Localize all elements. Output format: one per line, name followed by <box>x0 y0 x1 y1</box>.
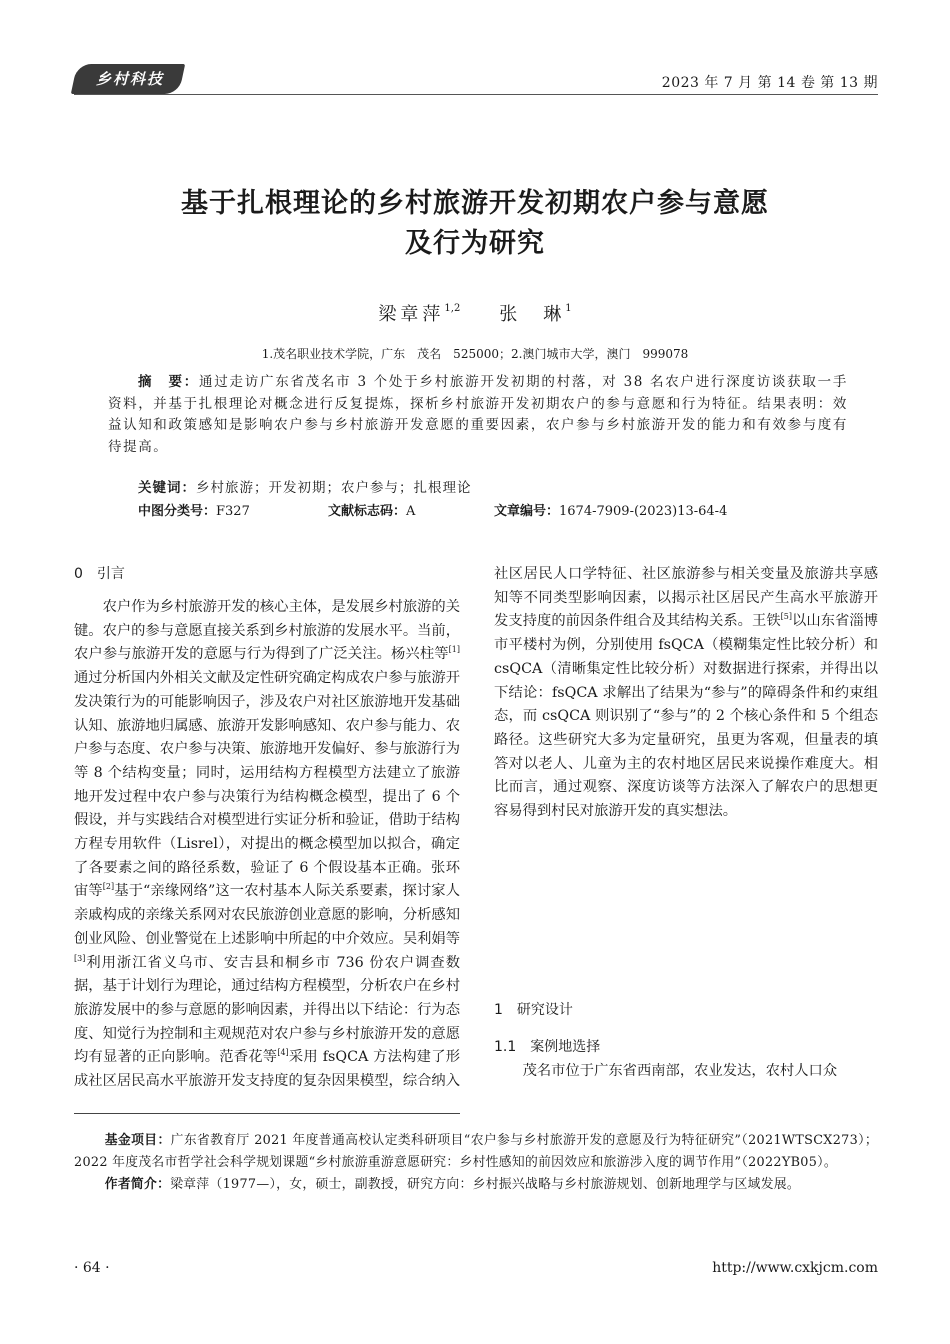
intro-text-d: 利用浙江省义乌市、安吉县和桐乡市 736 份农户调查数据，基于计划行为理论，通过结构方程模型，分析农户在乡村旅游发展中的参与意愿的影响因素，并得出以下结论：行为态度、知觉行为控制和主观规范对农户参与乡村旅游开发的意愿均有显著的正向影响。范香花等 <box>74 954 461 1066</box>
author-1: 梁章萍 <box>378 304 445 325</box>
intro-text-c: 基于“亲缘网络”这一农村基本人际关系要素，探讨家人亲戚构成的亲缘关系网对农民旅游创业意愿的影响，分析感知创业风险、创业警觉在上述影响中所起的中介效应。吴利娟等 <box>74 883 461 947</box>
ref-4: [4] <box>277 1048 289 1058</box>
footnote-rule <box>74 1113 460 1114</box>
body-column-right <box>494 563 878 824</box>
section-1-1-heading: 1.1 案例地选择 <box>494 1039 601 1055</box>
affiliation: 1.茂名职业技术学院，广东 茂名 525000；2.澳门城市大学，澳门 999078 <box>261 347 689 361</box>
fund-label: 基金项目： <box>104 1133 171 1148</box>
intro-paragraph-continued <box>494 563 878 824</box>
section-1-heading: 1 研究设计 <box>494 1002 573 1018</box>
body-column-left <box>74 596 460 1094</box>
title-line-1: 基于扎根理论的乡村旅游开发初期农户参与意愿 <box>181 188 769 219</box>
author-1-affil: 1,2 <box>444 303 461 314</box>
journal-url: http://www.cxkjcm.com <box>712 1260 878 1276</box>
paper-title <box>80 184 870 264</box>
ref-2: [2] <box>102 882 115 892</box>
journal-logo-text: 乡村科技 <box>95 70 164 88</box>
intro-text-a: 农户作为乡村旅游开发的核心主体，是发展乡村旅游的关键。农户的参与意愿直接关系到乡村旅游的发展水平。当前，农户参与旅游开发的意愿与行为得到了广泛关注。杨兴柱等 <box>74 599 461 663</box>
keywords-text: 乡村旅游；开发初期；农户参与；扎根理论 <box>196 480 472 496</box>
ref-5: [5] <box>780 612 793 622</box>
document-code <box>328 500 415 519</box>
section-0-heading: 0 引言 <box>74 566 125 582</box>
intro-text-f: 以山东省淄博市平楼村为例，分别使用 fsQCA（模糊集定性比较分析）和 csQCA（清晰集定性比较分析）对数据进行探索，并得出以下结论：fsQCA 求解出了结果为“参与”的障碍条件和约束组态，而 csQCA 则识别了“参与”的 2 个核心条件和 5 个组态路径。这些研究大多为定量研究，虽更为客观，但量表的填答对以老人、儿童为主的农村地区居民来说操作难度大。相比而言，通过观察、深度访谈等方法深入了解农户的思想更容易得到村民对旅游开发的真实想法。 <box>494 613 878 820</box>
intro-paragraph <box>74 596 460 1094</box>
author-2: 张 琳 <box>499 304 566 325</box>
intro-text-e-cont: 社区居民人口学特征、社区旅游参与相关变量及旅游共享感知等不同类型影响因素，以揭示社区居民产生高水平旅游开发支持度的前因条件组合及其结构关系。王铁 <box>494 566 878 630</box>
article-number-label: 文章编号： <box>494 504 560 519</box>
ref-3: [3] <box>74 953 86 963</box>
case-site-text: 茂名市位于广东省西南部，农业发达，农村人口众 <box>522 1063 838 1079</box>
keywords-label: 关键词： <box>138 480 196 496</box>
author-bio-label: 作者简介： <box>104 1177 171 1192</box>
title-line-2: 及行为研究 <box>405 228 545 259</box>
ref-1: [1] <box>448 645 460 655</box>
abstract <box>108 372 848 458</box>
clc-value: F327 <box>216 504 250 519</box>
abstract-label: 摘 要： <box>138 374 199 390</box>
page-number: · 64 · <box>74 1260 110 1276</box>
doc-code-label: 文献标志码： <box>328 504 407 519</box>
case-site-paragraph <box>494 1060 878 1084</box>
fund-note <box>74 1130 878 1174</box>
fund-text: 广东省教育厅 2021 年度普通高校认定类科研项目“农户参与乡村旅游开发的意愿及行为特征研究”（2021WTSCX273）；2022 年度茂名市哲学社会科学规划课题“乡村旅游重游意愿研究：乡村性感知的前因效应和旅游涉入度的调节作用”（2022YB05）。 <box>74 1133 879 1170</box>
clc-label: 中图分类号： <box>138 504 217 519</box>
footnotes <box>74 1130 878 1196</box>
author-2-affil: 1 <box>565 303 572 314</box>
authors <box>0 300 950 326</box>
author-note <box>74 1174 878 1196</box>
doc-code-value: A <box>406 504 416 519</box>
author-bio-text: 梁章萍（1977—），女，硕士，副教授，研究方向：乡村振兴战略与乡村旅游规划、创新地理学与区域发展。 <box>170 1177 801 1192</box>
intro-text-b: 通过分析国内外相关文献及定性研究确定构成农户参与旅游开发决策行为的可能影响因子，涉及农户对社区旅游地开发基础认知、旅游地归属感、旅游开发影响感知、农户参与能力、农户参与态度、农户参与决策、旅游地开发偏好、参与旅游行为等 8 个结构变量；同时，运用结构方程模型方法建立了旅游地开发过程中农户参与决策行为结构概念模型，提出了 6 个假设，并与实践结合对模型进行实证分析和验证，借助于结构方程专用软件（Lisrel），对提出的概念模型加以拟合，确定了各要素之间的路径系数，验证了 6 个假设基本正确。张环宙等 <box>74 670 461 900</box>
issue-info: 2023 年 7 月 第 14 卷 第 13 期 <box>661 75 878 91</box>
clc-number <box>138 500 250 519</box>
article-number-value: 1674-7909-(2023)13-64-4 <box>559 504 728 519</box>
header-rule <box>74 94 878 95</box>
intro-text-e: 采用 fsQCA 方法构建了形成社区居民高水平旅游开发支持度的复杂因果模型，综合纳入 <box>74 1049 461 1090</box>
abstract-text: 通过走访广东省茂名市 3 个处于乡村旅游开发初期的村落，对 38 名农户进行深度访谈获取一手资料，并基于扎根理论对概念进行反复提炼，探析乡村旅游开发初期农户的参与意愿和行为特征。结果表明：效益认知和政策感知是影响农户参与乡村旅游开发意愿的重要因素，农户参与乡村旅游开发的能力和有效参与度有待提高。 <box>108 374 849 455</box>
article-number <box>494 500 727 519</box>
keywords <box>138 476 472 496</box>
